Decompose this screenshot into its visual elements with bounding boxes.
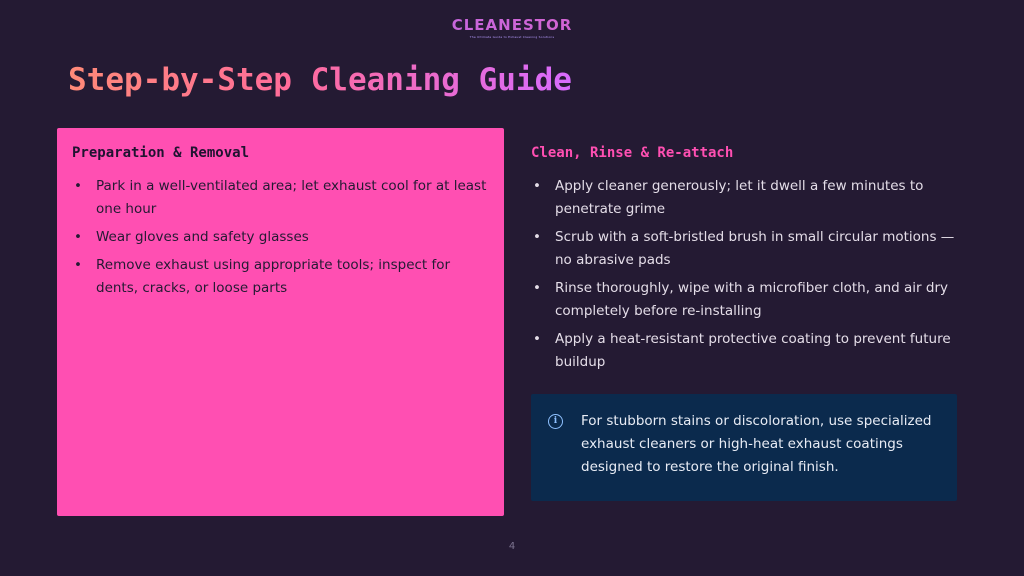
list-item: • Apply cleaner generously; let it dwell a few minutes to penetrate grime <box>531 175 971 221</box>
clean-heading: Clean, Rinse & Re-attach <box>531 145 734 161</box>
list-item: • Scrub with a soft-bristled brush in small circular motions — no abrasive pads <box>531 226 971 272</box>
page-number: 4 <box>508 541 516 552</box>
info-icon: i <box>548 414 563 429</box>
preparation-heading: Preparation & Removal <box>72 145 250 161</box>
page-title: Step-by-Step Cleaning Guide <box>68 62 572 98</box>
list-item: • Wear gloves and safety glasses <box>72 226 490 249</box>
list-item: • Apply a heat-resistant protective coating to prevent future buildup <box>531 328 971 374</box>
list-item: • Park in a well-ventilated area; let exhaust cool for at least one hour <box>72 175 490 221</box>
list-item: • Rinse thoroughly, wipe with a microfiber cloth, and air dry completely before re-installing <box>531 277 971 323</box>
list-item: • Remove exhaust using appropriate tools; inspect for dents, cracks, or loose parts <box>72 254 490 300</box>
logo-text: CLEANESTOR <box>0 16 1024 34</box>
clean-section <box>531 145 971 379</box>
info-callout <box>531 394 957 501</box>
callout-text: For stubborn stains or discoloration, use specialized exhaust cleaners or high-heat exhaust coatings designed to restore the original finish. <box>581 413 932 475</box>
logo <box>0 16 1024 39</box>
preparation-card <box>57 128 504 516</box>
clean-list <box>531 175 971 374</box>
preparation-list <box>72 175 490 300</box>
logo-tagline: The Ultimate Guide to Exhaust Cleaning Solutions <box>469 35 555 39</box>
